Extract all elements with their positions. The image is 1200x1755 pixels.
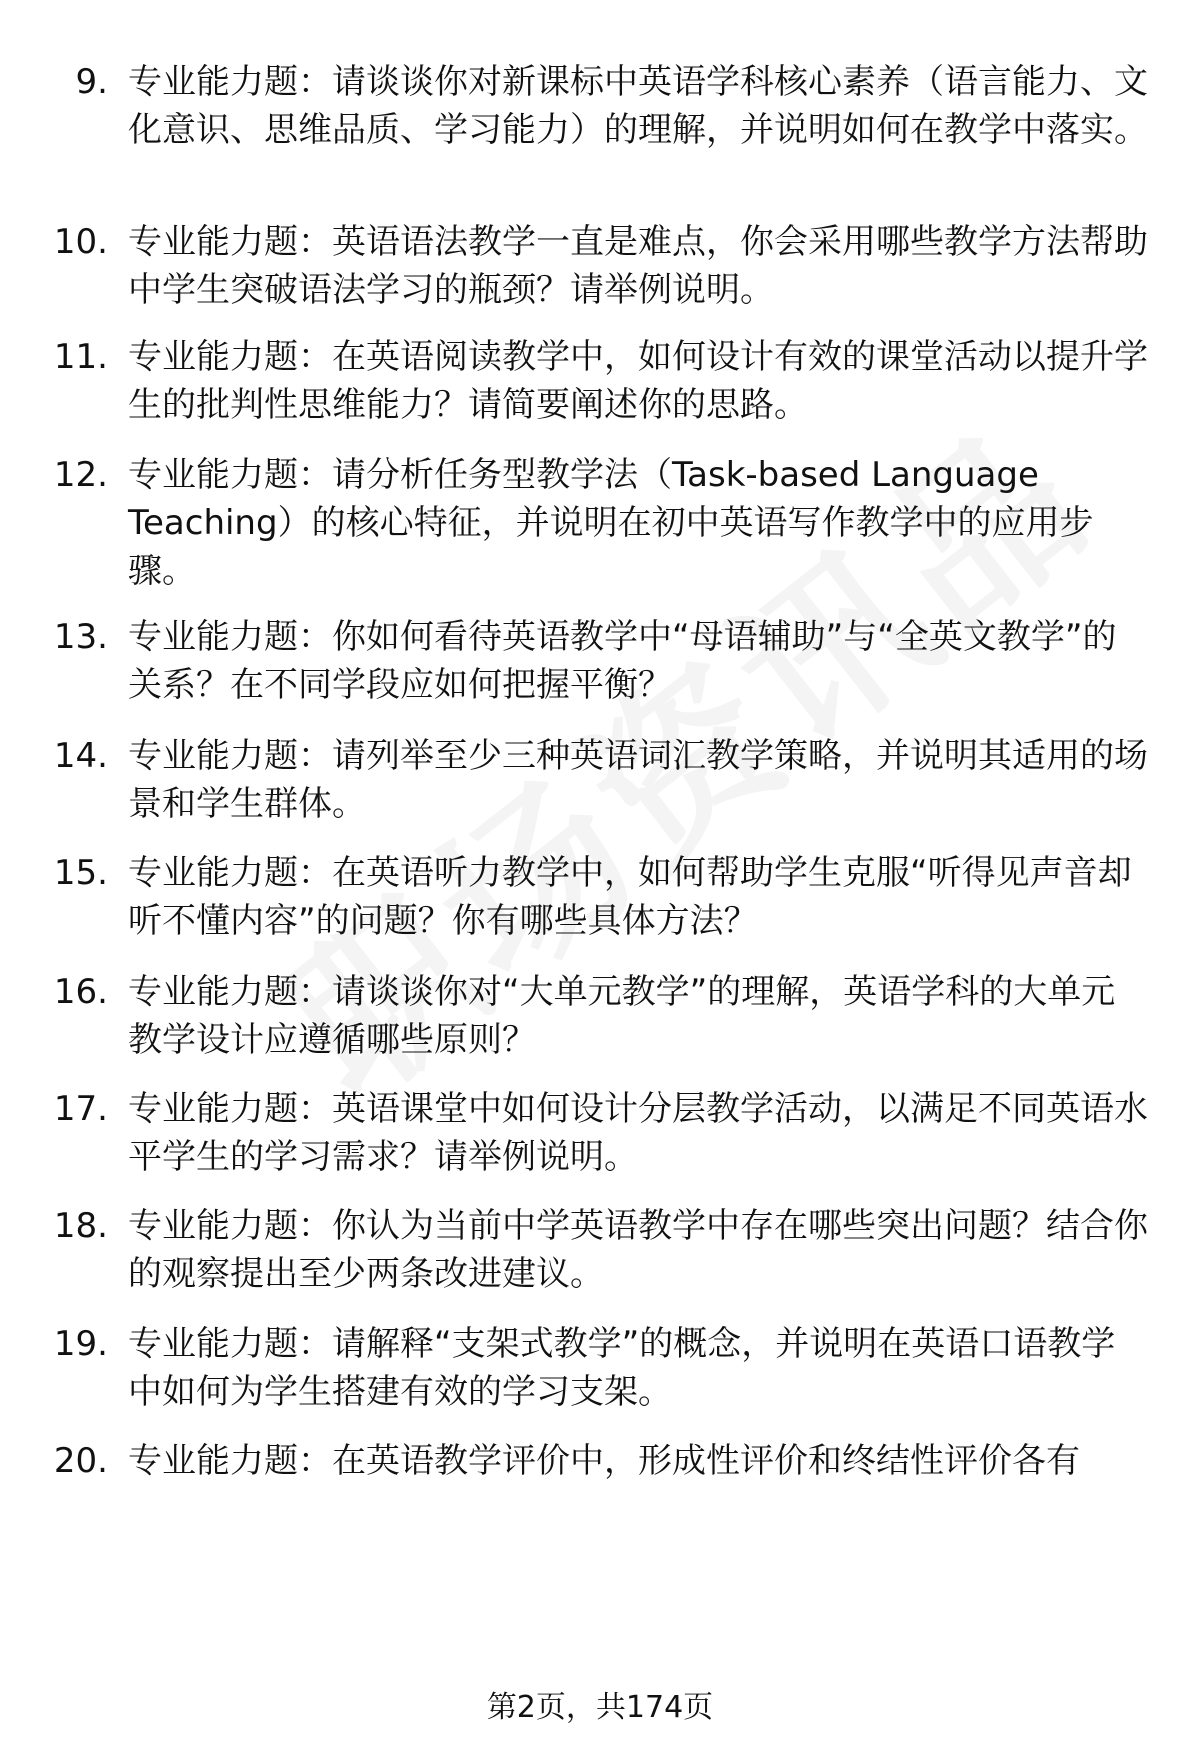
question-number: 19. [53,1324,108,1364]
question-text: 专业能力题：请解释“支架式教学”的概念，并说明在英语口语教学中如何为学生搭建有效的学习支架。 [128,1324,1116,1412]
question-number: 10. [53,222,108,262]
question-text: 专业能力题：在英语教学评价中，形成性评价和终结性评价各有 [128,1441,1080,1481]
question-text: 专业能力题：请谈谈你对新课标中英语学科核心素养（语言能力、文化意识、思维品质、学习能力）的理解，并说明如何在教学中落实。 [128,62,1148,150]
question-text: 专业能力题：英语课堂中如何设计分层教学活动，以满足不同英语水平学生的学习需求？请举例说明。 [128,1089,1148,1177]
question-number: 17. [53,1089,108,1129]
question-number: 11. [53,337,108,377]
question-text: 专业能力题：你如何看待英语教学中“母语辅助”与“全英文教学”的关系？在不同学段应如何把握平衡？ [128,617,1117,705]
question-text: 专业能力题：在英语阅读教学中，如何设计有效的课堂活动以提升学生的批判性思维能力？请简要阐述你的思路。 [128,337,1148,425]
question-number: 18. [53,1206,108,1246]
question-number: 15. [53,853,108,893]
question-text: 专业能力题：请谈谈你对“大单元教学”的理解，英语学科的大单元教学设计应遵循哪些原则？ [128,972,1116,1060]
question-number: 16. [53,972,108,1012]
question-text: 专业能力题：在英语听力教学中，如何帮助学生克服“听得见声音却听不懂内容”的问题？你有哪些具体方法？ [128,853,1132,941]
question-text: 专业能力题：英语语法教学一直是难点，你会采用哪些教学方法帮助中学生突破语法学习的瓶颈？请举例说明。 [128,222,1148,310]
question-number: 14. [53,736,108,776]
question-number: 9. [75,62,108,102]
question-text: 专业能力题：你认为当前中学英语教学中存在哪些突出问题？结合你的观察提出至少两条改进建议。 [128,1206,1148,1294]
question-number: 12. [53,455,108,495]
question-number: 20. [53,1441,108,1481]
question-text: 专业能力题：请分析任务型教学法（Task-based Language Teaching）的核心特征，并说明在初中英语写作教学中的应用步骤。 [128,455,1094,591]
question-number: 13. [53,617,108,657]
question-text: 专业能力题：请列举至少三种英语词汇教学策略，并说明其适用的场景和学生群体。 [128,736,1148,824]
page-number-footer: 第2页，共174页 [486,1690,714,1725]
